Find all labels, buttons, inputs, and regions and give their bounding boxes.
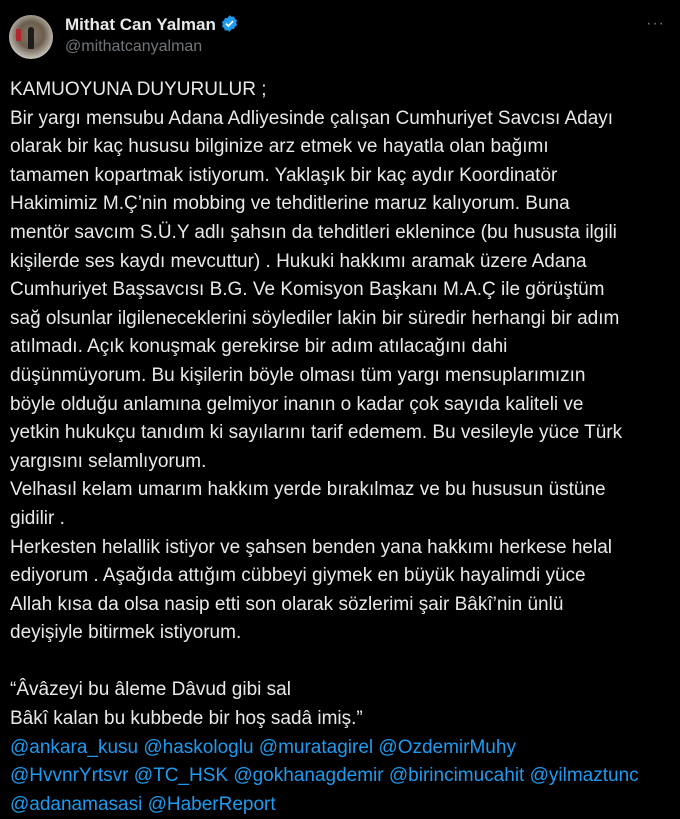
tweet-line: olarak bir kaç hususu bilginize arz etmek ve hayatla olan bağımı (10, 136, 549, 158)
tweet-line: mentör savcım S.Ü.Y adlı şahsın da tehditleri eklenince (bu hususta ilgili (10, 221, 617, 243)
mention-link[interactable]: @birincimucahit (388, 765, 525, 787)
tweet-line: Cumhuriyet Başsavcısı B.G. Ve Komisyon Başkanı M.A.Ç ile görüştüm (10, 279, 605, 301)
mentions-line (10, 734, 639, 763)
tweet-line: Velhasıl kelam umarım hakkım yerde bırakılmaz ve bu hususun üstüne (10, 479, 606, 501)
tweet-line: deyişiyle bitirmek istiyorum. (10, 622, 242, 644)
tweet-line: KAMUOYUNA DUYURULUR ; (10, 79, 267, 100)
tweet-line: Herkesten helallik istiyor ve şahsen benden yana hakkımı herkese helal (10, 536, 612, 558)
avatar-figure (28, 27, 34, 49)
tweet-line: kişilerde ses kaydı mevcuttur) . Hukuki hakkımı aramak üzere Adana (10, 250, 587, 272)
mentions-line (10, 791, 639, 819)
tweet-line: gidilir . (10, 507, 65, 529)
tweet-line: yetkin hukukçu tanıdım ki sayılarını tarif edemem. Bu vesileyle yüce Türk (10, 422, 623, 444)
avatar-flag (16, 29, 21, 41)
mention-link[interactable]: @TC_HSK (133, 765, 229, 787)
mentions-line (10, 762, 639, 791)
mention-link[interactable]: @gokhanagdemir (233, 765, 384, 787)
author-name[interactable]: Mithat Can Yalman (65, 15, 216, 34)
tweet-line: böyle olduğu anlamına gelmiyor inanın o kadar çok sayıda kaliteli ve (10, 393, 584, 415)
tweet-line: yargısını selamlıyorum. (10, 450, 207, 472)
mention-link[interactable]: @HaberReport (147, 793, 276, 815)
author-handle[interactable]: @mithatcanyalman (65, 38, 203, 55)
mention-link[interactable]: @muratagirel (258, 736, 374, 758)
mention-link[interactable]: @ankara_kusu (10, 736, 139, 758)
tweet-line: tamamen kopartmak istiyorum. Yaklaşık bir kaç aydır Koordinatör (10, 164, 558, 186)
tweet-line: ediyorum . Aşağıda attığım cübbeyi giymek en büyük hayalimdi yüce (10, 565, 586, 587)
tweet-line: Bir yargı mensubu Adana Adliyesinde çalışan Cumhuriyet Savcısı Adayı (10, 107, 614, 129)
avatar[interactable] (9, 15, 53, 59)
tweet-line: düşünmüyorum. Bu kişilerin böyle olması tüm yargı mensuplarımızın (10, 364, 586, 386)
tweet-line: Allah kısa da olsa nasip etti son olarak sözlerimi şair Bâkî’nin ünlü (10, 593, 564, 615)
tweet-line: atılmadı. Açık konuşmak gerekirse bir adım atılacağını dahi (10, 336, 508, 358)
tweet-text (10, 76, 639, 819)
tweet-line: “Âvâzeyi bu âleme Dâvud gibi sal (10, 679, 291, 701)
author-name-row[interactable] (65, 14, 239, 38)
verified-badge-icon (220, 14, 239, 38)
tweet-line: Bâkî kalan bu kubbede bir hoş sadâ imiş.” (10, 708, 363, 730)
more-options-icon[interactable]: ··· (646, 15, 665, 32)
mention-link[interactable]: @haskologlu (143, 736, 254, 758)
mention-link[interactable]: @OzdemirMuhy (378, 736, 516, 758)
tweet-line: sağ olsunlar ilgileneceklerini söylediler lakin bir süredir herhangi bir adım (10, 307, 620, 329)
mention-link[interactable]: @HvvnrYrtsvr (10, 765, 129, 787)
mention-link[interactable]: @adanamasasi (10, 793, 143, 815)
tweet-line (10, 648, 639, 677)
mention-link[interactable]: @yilmaztunc (529, 765, 639, 787)
tweet-line: Hakimimiz M.Ç’nin mobbing ve tehditlerine maruz kalıyorum. Buna (10, 193, 570, 215)
